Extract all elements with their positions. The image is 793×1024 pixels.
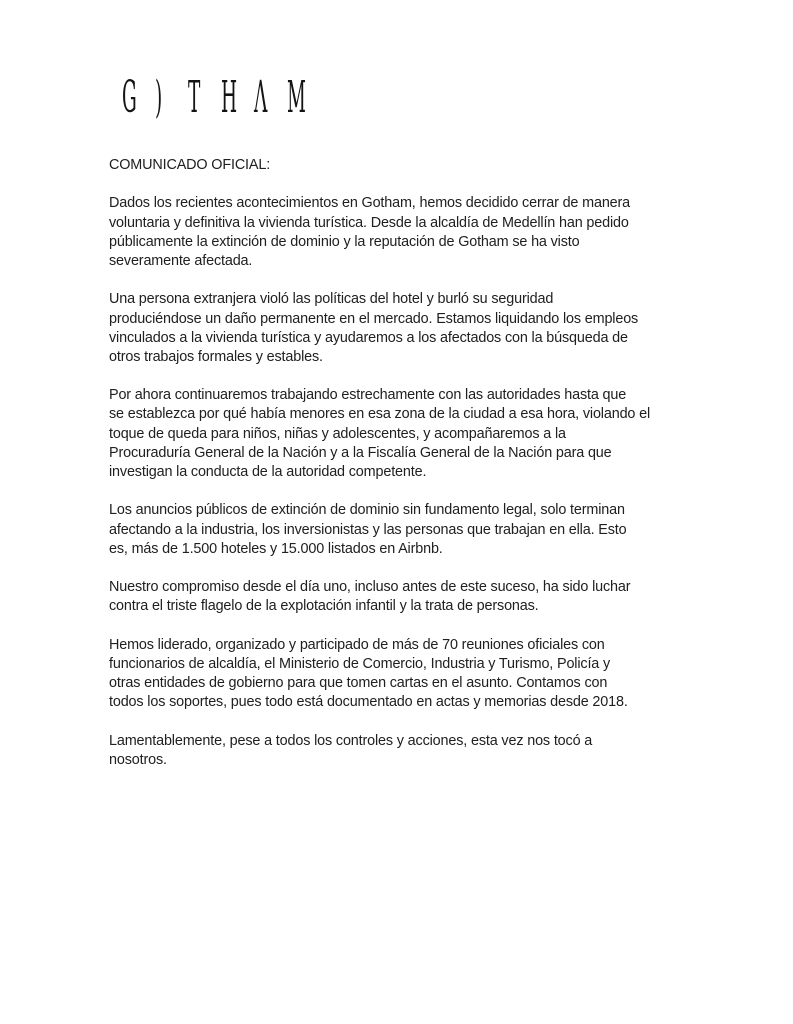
paragraph-2 bbox=[109, 290, 729, 367]
paragraph-gap bbox=[109, 559, 729, 578]
text-line: Los anuncios públicos de extinción de dominio sin fundamento legal, solo terminan bbox=[109, 502, 625, 519]
text-line: Dados los recientes acontecimientos en Gotham, hemos decidido cerrar de manera bbox=[109, 195, 631, 212]
paragraph-gap bbox=[109, 367, 729, 386]
text-line: vinculados a la vivienda turística y ayudaremos a los afectados con la búsqueda de bbox=[109, 329, 628, 346]
text-line: toque de queda para niños, niñas y adolescentes, y acompañaremos a la bbox=[109, 425, 566, 442]
text-line: otras entidades de gobierno para que tomen cartas en el asunto. Contamos con bbox=[109, 675, 608, 692]
text-line: Hemos liderado, organizado y participado de más de 70 reuniones oficiales con bbox=[109, 636, 605, 653]
text-line: se establezca por qué había menores en esa zona de la ciudad a esa hora, violando el bbox=[109, 406, 651, 423]
text-line: investigan la conducta de la autoridad competente. bbox=[109, 464, 427, 480]
text-line: públicamente la extinción de dominio y la reputación de Gotham se ha visto bbox=[109, 233, 580, 250]
text-line: contra el triste flagelo de la explotación infantil y la trata de personas. bbox=[109, 598, 539, 615]
text-line: afectando a la industria, los inversionistas y las personas que trabajan en ella. Esto bbox=[109, 521, 627, 538]
paragraph-gap bbox=[109, 617, 729, 636]
paragraph-7 bbox=[109, 732, 729, 770]
logo-letter: G bbox=[122, 72, 137, 123]
logo-letter: M bbox=[287, 72, 306, 123]
paragraph-4 bbox=[109, 501, 729, 559]
text-line: Por ahora continuaremos trabajando estrechamente con las autoridades hasta que bbox=[109, 387, 627, 404]
paragraph-gap bbox=[109, 482, 729, 501]
text-line: otros trabajos formales y estables. bbox=[109, 348, 323, 365]
logo-letter: T bbox=[188, 72, 201, 123]
text-line: funcionarios de alcaldía, el Ministerio de Comercio, Industria y Turismo, Policía y bbox=[109, 655, 611, 672]
text-line: Una persona extranjera violó las políticas del hotel y burló su seguridad bbox=[109, 291, 554, 308]
paragraph-1 bbox=[109, 194, 729, 271]
paragraph-gap bbox=[109, 175, 729, 194]
logo-letter: Λ bbox=[254, 72, 268, 123]
text-line: Nuestro compromiso desde el día uno, incluso antes de este suceso, ha sido luchar bbox=[109, 579, 631, 596]
logo-letter: H bbox=[221, 72, 238, 123]
text-line: todos los soportes, pues todo está documentado en actas y memorias desde 2018. bbox=[109, 694, 628, 711]
text-line: produciéndose un daño permanente en el mercado. Estamos liquidando los empleos bbox=[109, 310, 639, 327]
paragraph-3 bbox=[109, 386, 729, 482]
paragraph-gap bbox=[109, 271, 729, 290]
text-line: Procuraduría General de la Nación y a la Fiscalía General de la Nación para que bbox=[109, 444, 612, 461]
paragraph-gap bbox=[109, 712, 729, 731]
text-line: Lamentablemente, pese a todos los controles y acciones, esta vez nos tocó a bbox=[109, 732, 593, 749]
paragraph-5 bbox=[109, 578, 729, 616]
statement-heading: COMUNICADO OFICIAL: bbox=[109, 157, 271, 173]
text-line: severamente afectada. bbox=[109, 252, 253, 269]
statement-body bbox=[109, 156, 729, 770]
text-line: es, más de 1.500 hoteles y 15.000 listados en Airbnb. bbox=[109, 540, 443, 557]
gotham-logo bbox=[122, 74, 320, 122]
text-line: voluntaria y definitiva la vivienda turística. Desde la alcaldía de Medellín han pedido bbox=[109, 214, 629, 231]
paragraph-6 bbox=[109, 636, 729, 713]
logo-letter: ) bbox=[155, 72, 163, 123]
text-line: nosotros. bbox=[109, 751, 167, 768]
